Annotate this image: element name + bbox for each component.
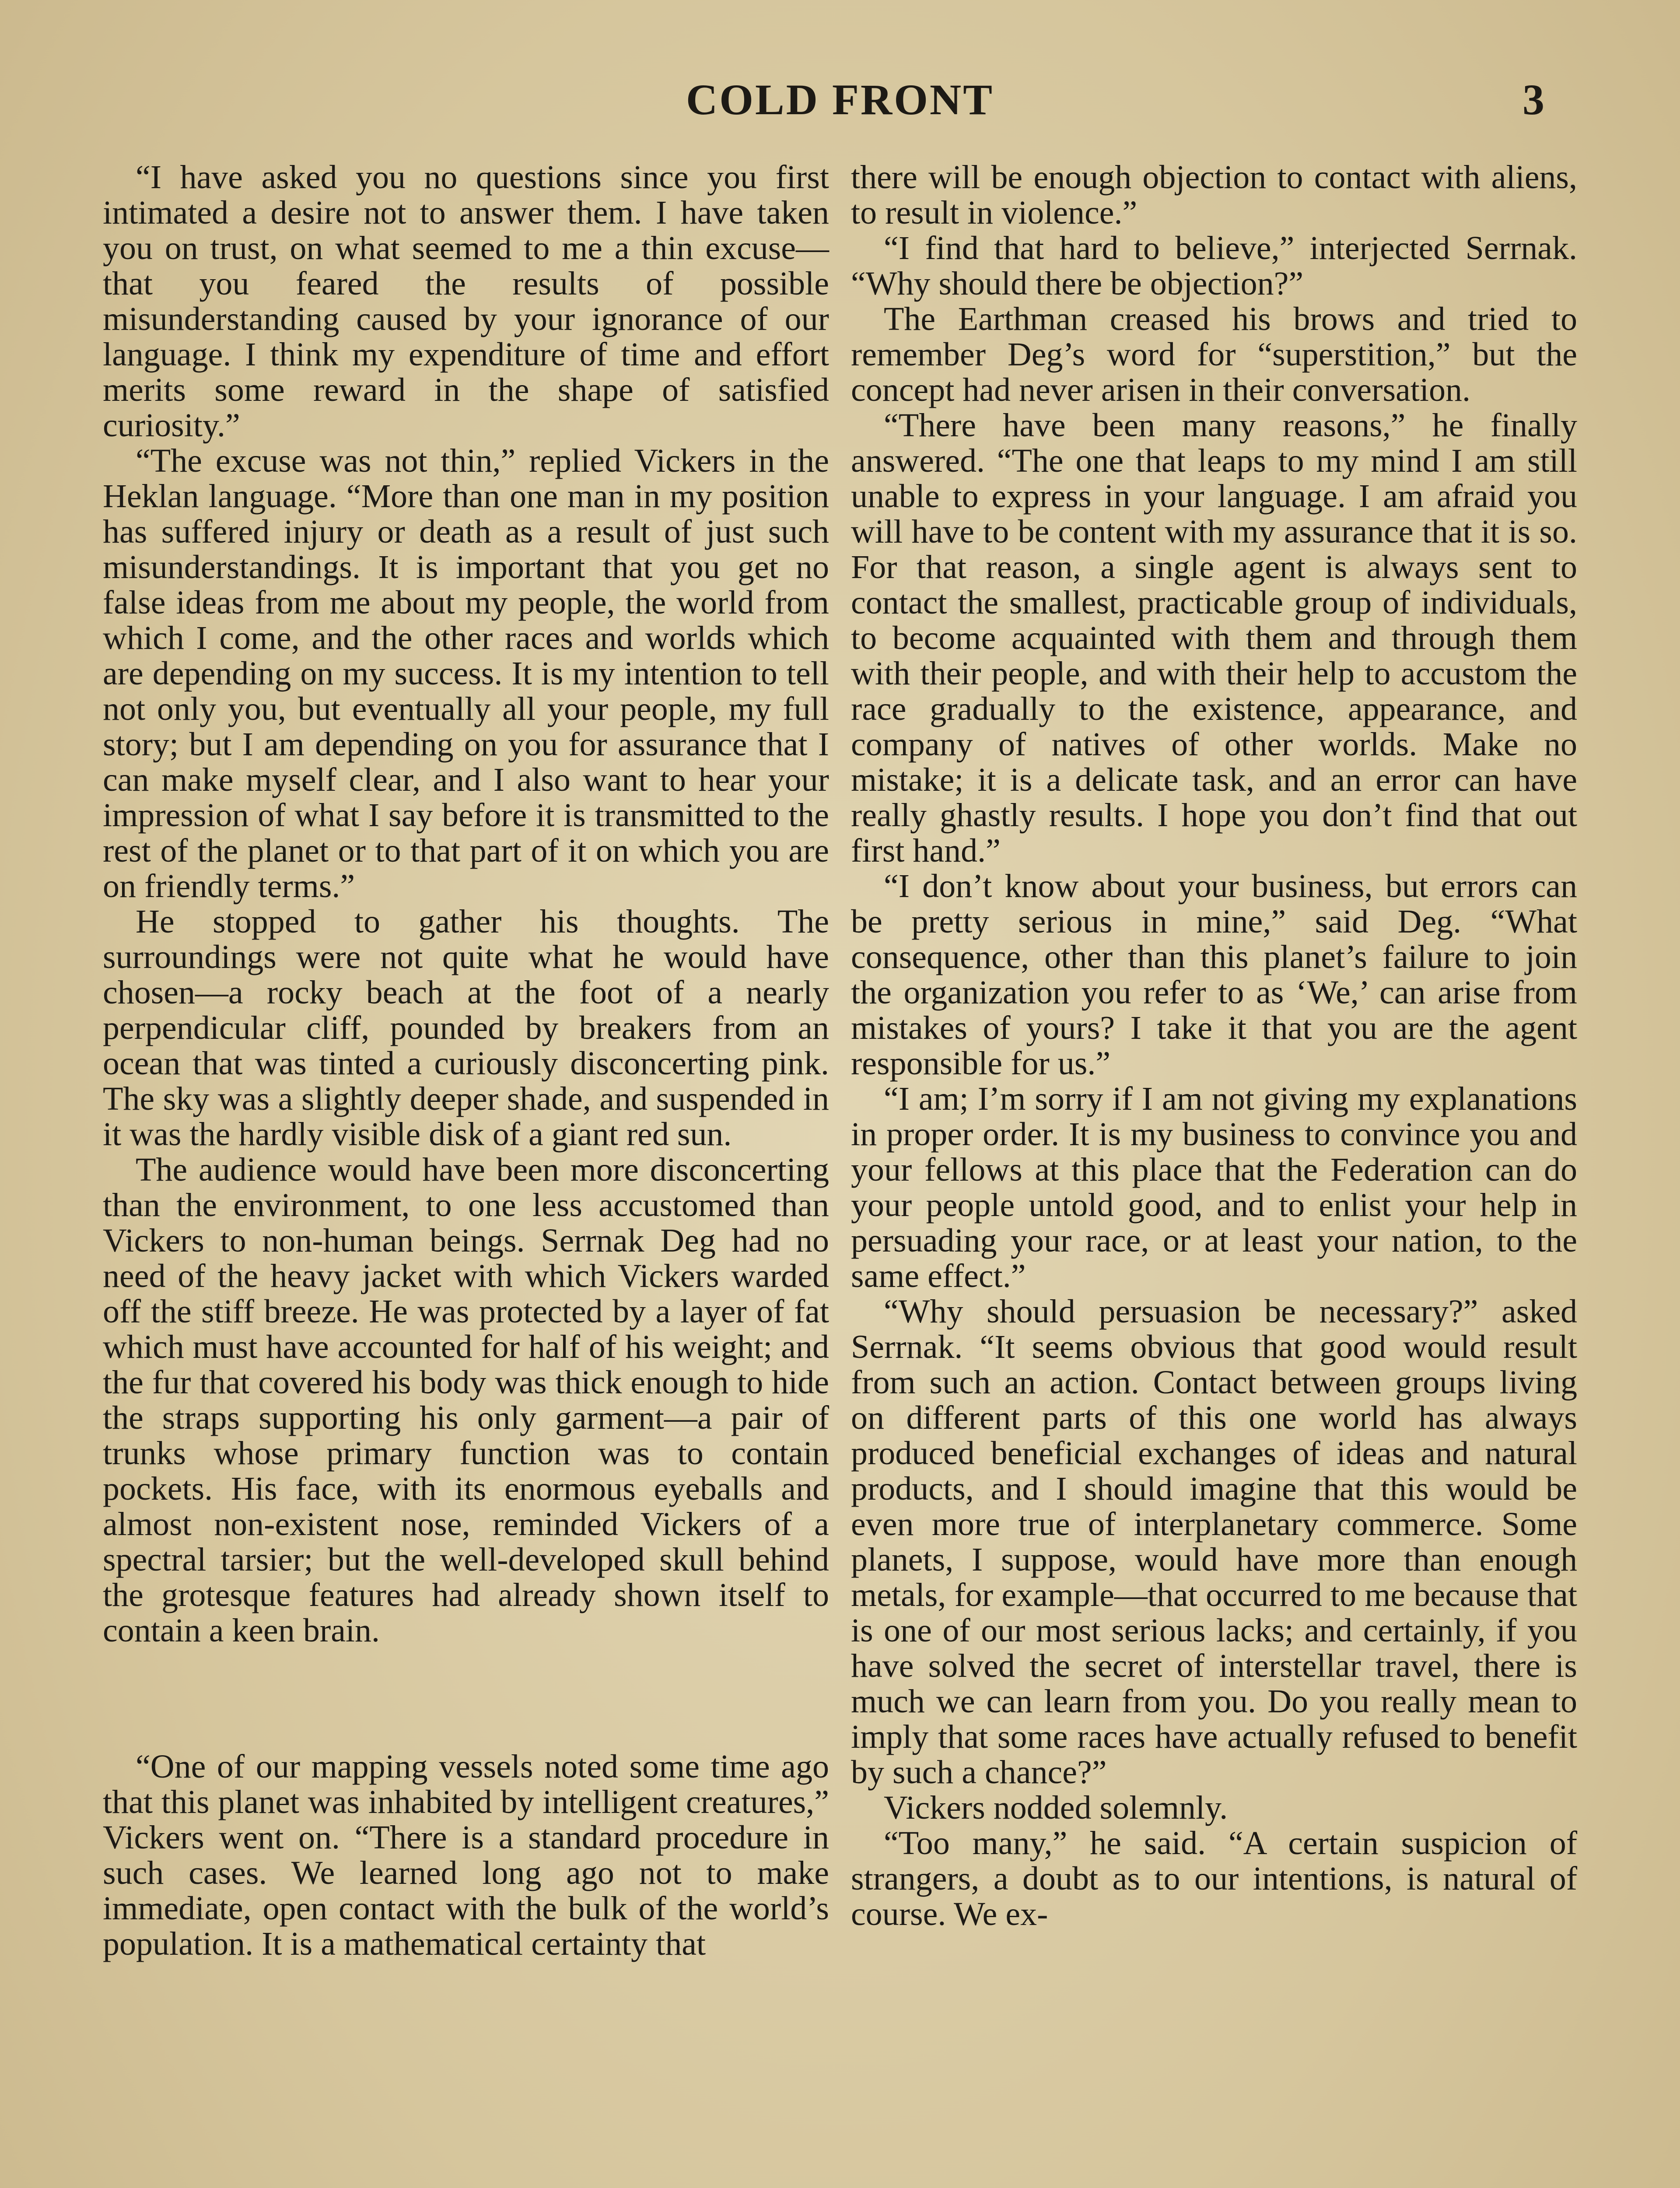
running-title: COLD FRONT: [686, 75, 994, 124]
page-number: 3: [1522, 75, 1544, 124]
paragraph: “I am; I’m sorry if I am not giving my explanations in proper order. It is my business to convince you and your fellows at this place that the Federation can do your people untold good, and to enlist your help in persuading your race, or at least your nation, to the same effect.”: [851, 1080, 1577, 1294]
paragraph: “Too many,” he said. “A certain suspicion of strangers, a doubt as to our intentions, is natural of course. We ex-: [851, 1825, 1577, 1932]
left-column: [103, 160, 829, 1962]
paragraph: “I don’t know about your business, but errors can be pretty serious in mine,” said Deg. “What consequence, other than this planet’s failure to join the organization you refer to as ‘We,’ can arise from mistakes of yours? I take it that you are the agent responsible for us.”: [851, 868, 1577, 1082]
paragraph: “I have asked you no questions since you first intimated a desire not to answer them. I have taken you on trust, on what seemed to me a thin excuse—that you feared the results of possible misunderstanding caused by your ignorance of our language. I think my expenditure of time and effort merits some reward in the shape of satisfied curiosity.”: [103, 159, 829, 444]
section-break: [103, 1648, 829, 1749]
paragraph: Vickers nodded solemnly.: [884, 1789, 1228, 1826]
right-column: [851, 160, 1577, 1932]
paragraph: The Earthman creased his brows and tried to remember Deg’s word for “superstition,” but the concept had never arisen in their conversation.: [851, 301, 1577, 408]
paragraph: “There have been many reasons,” he finally answered. “The one that leaps to my mind I am still unable to express in your language. I am afraid you will have to be content with my assurance that it is so. For that reason, a single agent is always sent to contact the smallest, practicable group of individuals, to become acquainted with them and through them with their people, and with their help to accustom the race gradually to the existence, appearance, and company of natives of other worlds. Make no mistake; it is a delicate task, and an error can have really ghastly results. I hope you don’t find that out first hand.”: [851, 407, 1577, 869]
paragraph: there will be enough objection to contact with aliens, to result in violence.”: [851, 159, 1577, 231]
paragraph: “One of our mapping vessels noted some time ago that this planet was inhabited by intelligent creatures,” Vickers went on. “There is a standard procedure in such cases. We learned long ago not to make immediate, open contact with the bulk of the world’s population. It is a mathematical certainty that: [103, 1748, 829, 1962]
paragraph: “Why should persuasion be necessary?” asked Serrnak. “It seems obvious that good would result from such an action. Contact between groups living on different parts of this one world has always produced beneficial exchanges of ideas and natural products, and I should imagine that this would be even more true of interplanetary commerce. Some planets, I suppose, would have more than enough metals, for example—that occurred to me because that is one of our most serious lacks; and certainly, if you have solved the secret of interstellar travel, there is much we can learn from you. Do you really mean to imply that some races have actually refused to benefit by such a chance?”: [851, 1293, 1577, 1791]
paragraph: “I find that hard to believe,” interjected Serrnak. “Why should there be objection?”: [851, 230, 1577, 302]
paragraph: He stopped to gather his thoughts. The surroundings were not quite what he would have chosen—a rocky beach at the foot of a nearly perpendicular cliff, pounded by breakers from an ocean that was tinted a curiously disconcerting pink. The sky was a slightly deeper shade, and suspended in it was the hardly visible disk of a giant red sun.: [103, 903, 829, 1153]
paragraph: “The excuse was not thin,” replied Vickers in the Heklan language. “More than one man in my position has suffered injury or death as a result of just such misunderstandings. It is important that you get no false ideas from me about my people, the world from which I come, and the other races and worlds which are depending on my success. It is my intention to tell not only you, but eventually all your people, my full story; but I am depending on you for assurance that I can make myself clear, and I also want to hear your impression of what I say before it is transmitted to the rest of the planet or to that part of it on which you are on friendly terms.”: [103, 442, 829, 905]
paragraph: The audience would have been more disconcerting than the environment, to one less accustomed than Vickers to non-human beings. Serrnak Deg had no need of the heavy jacket with which Vickers warded off the stiff breeze. He was protected by a layer of fat which must have accounted for half of his weight; and the fur that covered his body was thick enough to hide the straps supporting his only garment—a pair of trunks whose primary function was to contain pockets. His face, with its enormous eyeballs and almost non-existent nose, reminded Vickers of a spectral tarsier; but the well-developed skull behind the grotesque features had already shown itself to contain a keen brain.: [103, 1151, 829, 1649]
